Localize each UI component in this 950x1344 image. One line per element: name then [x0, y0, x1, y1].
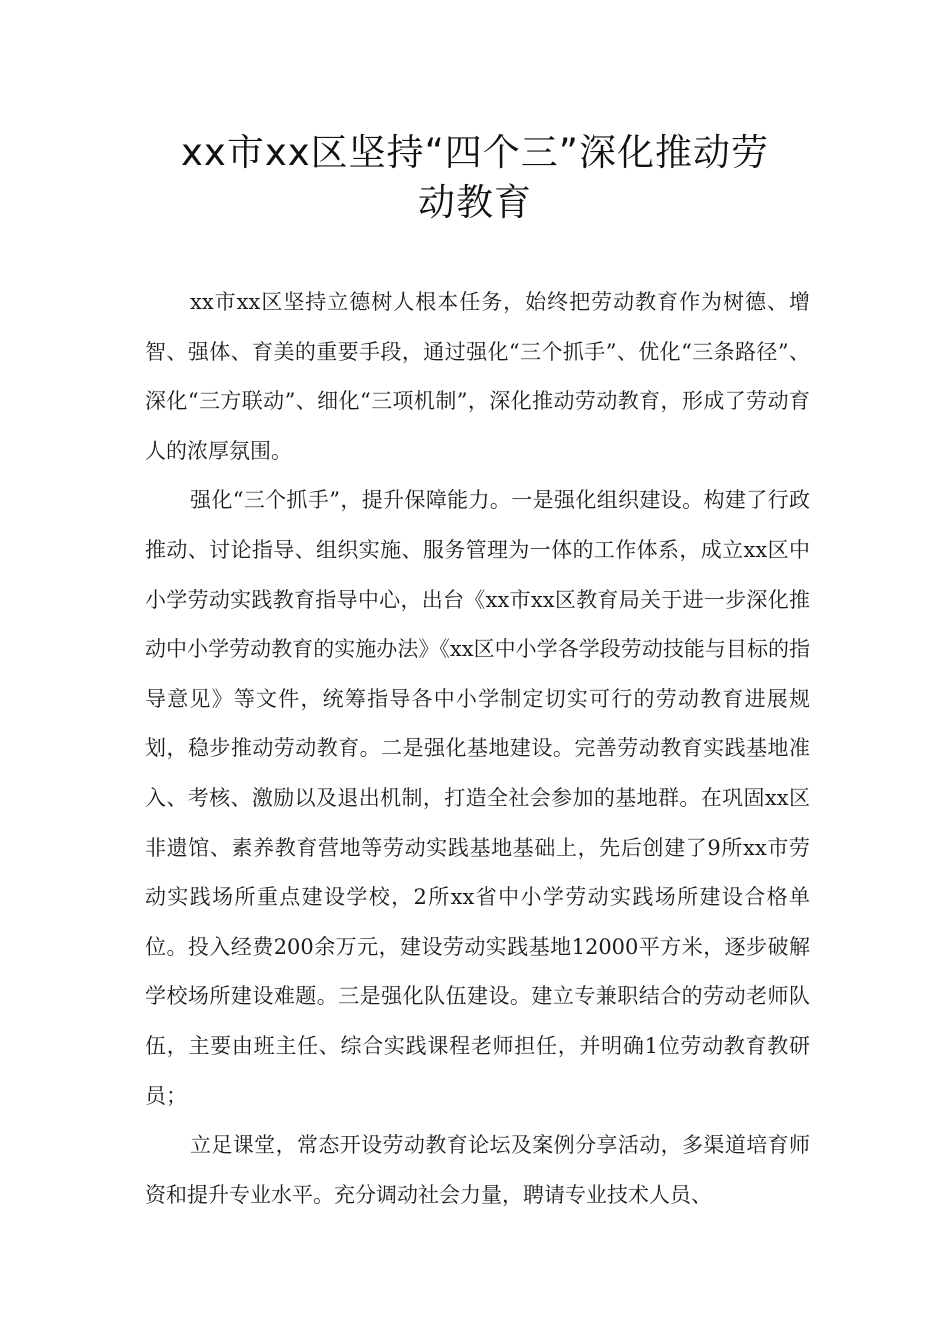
paragraph-intro: xx市xx区坚持立德树人根本任务，始终把劳动教育作为树德、增智、强体、育美的重要手段，通过强化“三个抓手”、优化“三条路径”、深化“三方联动”、细化“三项机制”，深化推动劳动教育，形成了劳动育人的浓厚氛围。 [145, 290, 810, 463]
paragraph-three-grips: 强化“三个抓手”，提升保障能力。一是强化组织建设。构建了行政推动、讨论指导、组织实施、服务管理为一体的工作体系，成立xx区中小学劳动实践教育指导中心，出台《xx市xx区教育局关于进一步深化推动中小学劳动教育的实施办法》《xx区中小学各学段劳动技能与目标的指导意见》等文件，统筹指导各中小学制定切实可行的劳动教育进展规划，稳步推动劳动教育。二是强化基地建设。完善劳动教育实践基地准入、考核、激励以及退出机制，打造全社会参加的基地群。在巩固xx区非遗馆、素养教育营地等劳动实践基地基础上，先后创建了9所xx市劳动实践场所重点建设学校，2所xx省中小学劳动实践场所建设合格单位。投入经费200余万元，建设劳动实践基地12000平方米，逐步破解学校场所建设难题。三是强化队伍建设。建立专兼职结合的劳动老师队伍，主要由班主任、综合实践课程老师担任，并明确1位劳动教育教研员； [145, 488, 810, 1108]
title-line-2: 动教育 [418, 181, 532, 224]
document-body [145, 278, 810, 1220]
paragraph-classroom: 立足课堂，常态开设劳动教育论坛及案例分享活动，多渠道培育师资和提升专业水平。充分调动社会力量，聘请专业技术人员、 [145, 1133, 810, 1207]
title-line-1: xx市xx区坚持“四个三”深化推动劳 [181, 131, 769, 174]
document-title [120, 128, 830, 228]
